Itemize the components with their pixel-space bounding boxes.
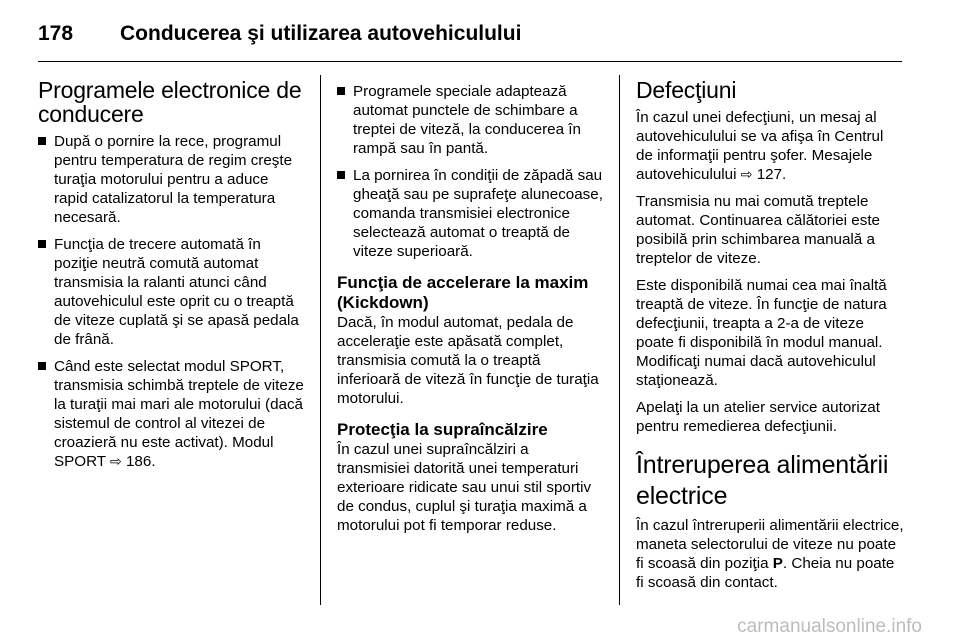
subheading-kickdown: Funcţia de accelerare la maxim (Kickdown): [337, 273, 589, 312]
list-item: După o pornire la rece, programul pentru temperatura de regim creşte turaţia motorului pentru a aduce rapid catalizatorul la temperatura necesară.: [38, 132, 306, 227]
bullet-icon: [38, 137, 46, 145]
bullet-icon: [337, 171, 345, 179]
column-1: [38, 70, 306, 479]
cross-reference-icon: ⇨: [110, 453, 122, 469]
bullet-icon: [38, 240, 46, 248]
list-item: Programele speciale adaptează automat punctele de schimbare a treptei de viteză, la conducerea în rampă sau în pantă.: [337, 82, 605, 158]
column-divider: [619, 75, 620, 605]
paragraph: În cazul întreruperii alimentării electrice, maneta selectorului de viteze nu poate fi scoasă din poziţia P. Cheia nu poate fi scoasă din contact.: [636, 517, 904, 591]
bullet-list: [38, 132, 306, 471]
section-heading-faults: Defecţiuni: [636, 77, 737, 103]
bullet-list: [337, 82, 605, 261]
list-item: Funcţia de trecere automată în poziţie neutră comută automat transmisia la ralanti atunci când autovehiculul este oprit cu o treaptă de viteze cuplată şi se apasă pedala de frână.: [38, 235, 306, 349]
chapter-title: Conducerea şi utilizarea autovehiculului: [120, 22, 522, 45]
bullet-icon: [38, 362, 46, 370]
column-3: [636, 70, 904, 600]
section-heading-power-interruption: Întreruperea alimentării electrice: [636, 451, 889, 510]
cross-reference-icon: ⇨: [740, 166, 753, 182]
paragraph: Este disponibilă numai cea mai înaltă treaptă de viteze. În funcţie de natura defecţiunii, treapta a 2-a de viteze poate fi disponibilă în modul manual. Modificaţi numai dacă autovehiculul staţionează.: [636, 277, 887, 389]
paragraph: În cazul unei supraîncălziri a transmisiei datorită unei temperaturi exterioare ridicate sau unui stil sportiv de condus, cuplul şi turaţia maximă a motorului pot fi temporar reduse.: [337, 441, 592, 534]
section-heading-electronic-programs: Programele electronice de conducere: [38, 77, 302, 127]
paragraph: În cazul unei defecţiuni, un mesaj al autovehiculului se va afişa în Centrul de informaţii pentru şofer. Mesajele autovehiculului ⇨ 127.: [636, 109, 884, 183]
page-number: 178: [38, 22, 74, 45]
paragraph: Transmisia nu mai comută treptele automat. Continuarea călătoriei este posibilă prin schimbarea manuală a treptelor de viteze.: [636, 193, 880, 267]
gear-position-p: P: [772, 555, 783, 572]
cross-reference-link[interactable]: 127.: [756, 166, 787, 183]
cross-reference-link[interactable]: 186.: [125, 453, 156, 470]
bullet-icon: [337, 87, 345, 95]
column-2: [337, 70, 605, 543]
watermark: carmanualsonline.info: [737, 616, 922, 637]
header-rule: [38, 61, 902, 62]
page-header: [38, 14, 922, 54]
paragraph: Apelaţi la un atelier service autorizat pentru remedierea defecţiunii.: [636, 399, 880, 435]
column-divider: [320, 75, 321, 605]
paragraph: Dacă, în modul automat, pedala de acceleraţie este apăsată complet, transmisia comută la o treaptă inferioară de viteză în funcţie de turaţia motorului.: [337, 314, 599, 407]
list-item: La pornirea în condiţii de zăpadă sau gheaţă sau pe suprafeţe alunecoase, comanda transmisiei electronice selectează automat o treaptă de viteze superioară.: [337, 166, 605, 261]
list-item: Când este selectat modul SPORT, transmisia schimbă treptele de viteze la turaţii mai mari ale motorului (dacă sistemul de control al vitezei de croazieră nu este activat). Modul SPORT ⇨ 186.: [38, 357, 306, 471]
subheading-overheat-protection: Protecţia la supraîncălzire: [337, 420, 548, 439]
